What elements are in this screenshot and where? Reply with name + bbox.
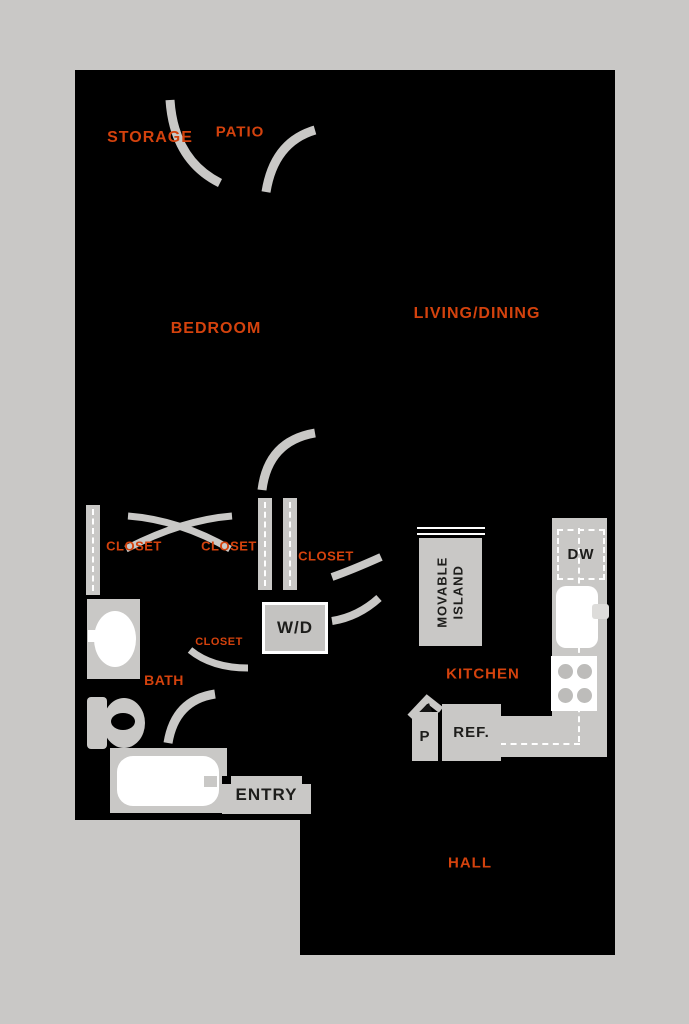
kitchen-sink-faucet [592, 604, 609, 619]
entry-notch-right [302, 776, 311, 784]
room-label-living-dining: LIVING/DINING [413, 305, 541, 322]
room-label-patio: PATIO [215, 123, 265, 141]
washer-dryer-label: W/D [276, 618, 314, 637]
room-label-closet-3: CLOSET [298, 548, 354, 564]
washer-dryer [262, 602, 328, 654]
closet-wall-mid-1-dash [264, 502, 266, 586]
refrigerator-label: REF. [453, 724, 490, 741]
room-label-storage: STORAGE [107, 129, 193, 146]
entry-notch-left [222, 776, 231, 784]
stove [551, 656, 597, 711]
pantry [412, 712, 438, 761]
stove-burner [577, 664, 592, 679]
room-label-closet-2: CLOSET [201, 538, 257, 554]
room-label-hall: HALL [448, 854, 492, 872]
stove-burner [577, 688, 592, 703]
island-wall-line-2 [417, 533, 485, 535]
movable-island-label: MOVABLE ISLAND [434, 556, 466, 628]
refrigerator [442, 704, 501, 761]
entry-label: ENTRY [235, 785, 298, 804]
counter-centerline-horizontal [500, 743, 580, 745]
dishwasher [557, 529, 605, 580]
dishwasher-label: DW [567, 546, 595, 563]
stove-burner [558, 664, 573, 679]
plan-area-hall-extension [300, 820, 615, 955]
kitchen-counter-horizontal [497, 716, 607, 757]
pantry-label: P [419, 728, 431, 745]
entry-pad [222, 776, 311, 814]
movable-island [419, 538, 482, 646]
plan-area-main [75, 70, 615, 820]
bathtub-drain [204, 776, 217, 787]
bath-sink-faucet [88, 630, 105, 642]
closet-wall-mid-2-dash [289, 502, 291, 586]
room-label-bedroom: BEDROOM [170, 320, 262, 337]
island-wall-line-1 [417, 527, 485, 529]
toilet-bowl-inner [111, 713, 135, 730]
room-label-kitchen: KITCHEN [446, 665, 520, 683]
room-label-closet-1: CLOSET [106, 538, 162, 554]
stove-burner [558, 688, 573, 703]
room-label-bath: BATH [144, 672, 184, 688]
room-label-closet-4: CLOSET [195, 636, 243, 648]
closet-wall-left-dash [92, 509, 94, 591]
